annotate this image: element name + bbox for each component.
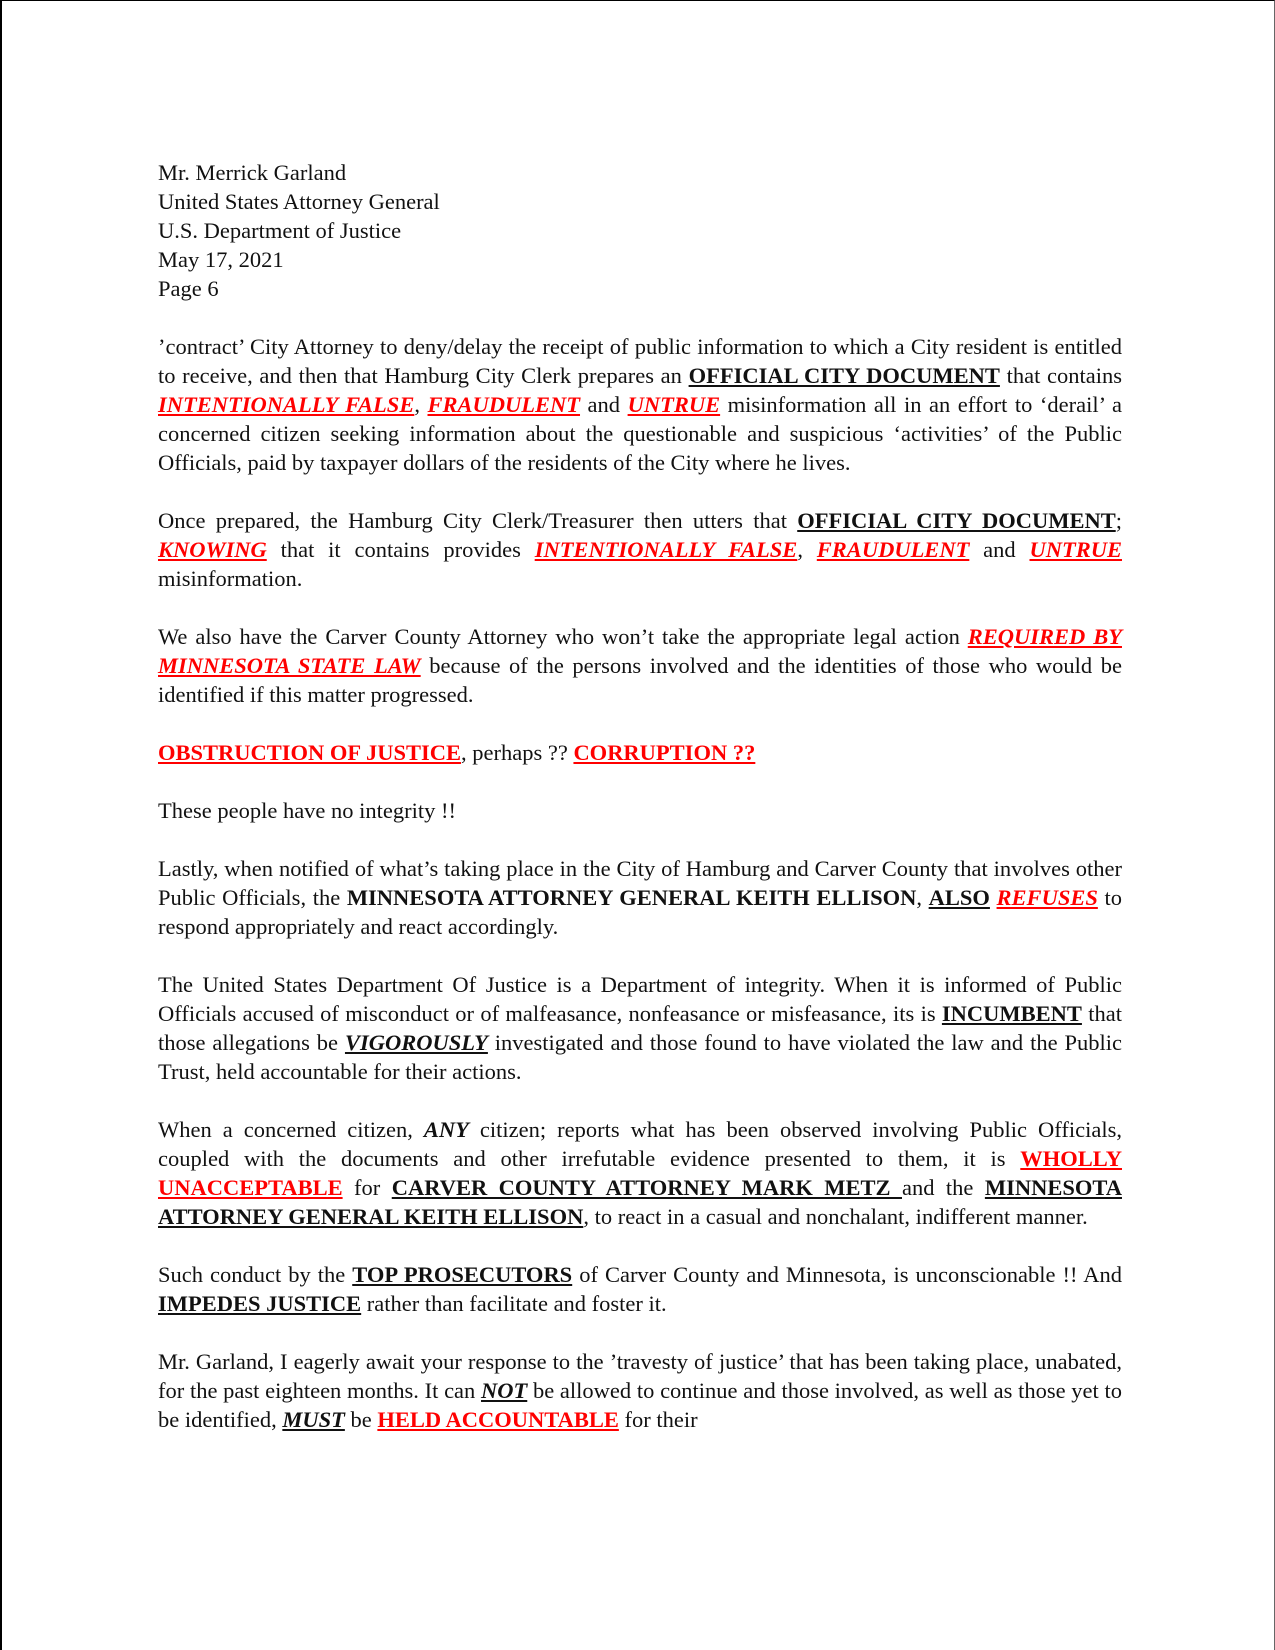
paragraph-text: be: [344, 1407, 378, 1432]
paragraph-text: that contains: [999, 363, 1122, 388]
letter-header: [158, 158, 1122, 303]
emphasis-required-by-state-law: REQUIRED BY MINNESOTA STATE LAW: [158, 624, 1122, 678]
paragraph-text: The United States Department Of Justice is a Department of integrity. When it is informed of Public Officials accused of misconduct or of malfeasance, nonfeasance or misfeasance, its is: [158, 972, 1122, 1026]
paragraph-text: rather than facilitate and foster it.: [361, 1291, 667, 1316]
emphasis-obstruction-of-justice: OBSTRUCTION OF JUSTICE: [158, 740, 461, 765]
emphasis-intentionally-false: INTENTIONALLY FALSE: [534, 537, 798, 562]
page-number: Page 6: [158, 276, 219, 301]
emphasis-top-prosecutors: TOP PROSECUTORS: [352, 1262, 573, 1287]
paragraph-text: misinformation all in an effort to ‘derail’ a concerned citizen seeking information about the questionable and suspicious ‘activities’ of the Public Officials, paid by taxpayer dollars of the residents of the City where he lives.: [158, 392, 1122, 475]
paragraph-text: investigated and those found to have violated the law and the Public Trust, held accountable for their actions.: [158, 1030, 1122, 1084]
emphasis-not: NOT: [481, 1378, 528, 1403]
paragraph-text: for their: [618, 1407, 698, 1432]
letter-body: [158, 158, 1122, 1463]
emphasis-refuses: REFUSES: [996, 885, 1098, 910]
emphasis-minnesota-attorney-general: MINNESOTA ATTORNEY GENERAL KEITH ELLISON: [158, 1175, 1122, 1229]
paragraph-2: [158, 506, 1122, 593]
paragraph-10: [158, 1347, 1122, 1434]
paragraph-text: be allowed to continue and those involved, as well as those yet to be identified,: [158, 1378, 1122, 1432]
paragraph-text: We also have the Carver County Attorney who won’t take the appropriate legal action: [158, 624, 968, 649]
paragraph-text: [990, 885, 997, 910]
emphasis-corruption: CORRUPTION ??: [573, 740, 756, 765]
emphasis-impedes-justice: IMPEDES JUSTICE: [158, 1291, 362, 1316]
paragraph-text: ,: [414, 392, 428, 417]
emphasis-untrue: UNTRUE: [627, 392, 721, 417]
paragraph-4: [158, 738, 1122, 767]
paragraph-5: [158, 796, 1122, 825]
paragraph-text: for: [342, 1175, 392, 1200]
paragraph-text: because of the persons involved and the identities of those who would be identified if this matter progressed.: [158, 653, 1122, 707]
paragraph-text: misinformation.: [158, 566, 303, 591]
paragraph-text: that those allegations be: [158, 1001, 1122, 1055]
paragraph-9: [158, 1260, 1122, 1318]
emphasis-vigorously: VIGOROUSLY: [344, 1030, 488, 1055]
emphasis-untrue: UNTRUE: [1029, 537, 1122, 562]
emphasis-carver-county-attorney: CARVER COUNTY ATTORNEY MARK METZ: [391, 1175, 902, 1200]
paragraph-text: ;: [1115, 508, 1122, 533]
emphasis-intentionally-false: INTENTIONALLY FALSE: [158, 392, 415, 417]
paragraph-text: citizen; reports what has been observed involving Public Officials, coupled with the documents and other irrefutable evidence presented to them, it is: [158, 1117, 1122, 1171]
paragraph-text: Such conduct by the: [158, 1262, 353, 1287]
paragraph-text: ,: [797, 537, 817, 562]
paragraph-text: When a concerned citizen,: [158, 1117, 424, 1142]
paragraph-text: , perhaps ??: [460, 740, 574, 765]
paragraph-text: that it contains provides: [266, 537, 535, 562]
paragraph-text: of Carver County and Minnesota, is unconscionable !! And: [572, 1262, 1122, 1287]
recipient-name: Mr. Merrick Garland: [158, 160, 347, 185]
paragraph-text: and: [969, 537, 1030, 562]
emphasis-official-city-document: OFFICIAL CITY DOCUMENT: [797, 508, 1116, 533]
paragraph-6: [158, 854, 1122, 941]
emphasis-minnesota-attorney-general: MINNESOTA ATTORNEY GENERAL KEITH ELLISON: [346, 885, 917, 910]
emphasis-knowing: KNOWING: [158, 537, 267, 562]
emphasis-any: ANY: [423, 1117, 469, 1142]
emphasis-held-accountable: HELD ACCOUNTABLE: [377, 1407, 619, 1432]
paragraph-3: [158, 622, 1122, 709]
emphasis-incumbent: INCUMBENT: [941, 1001, 1082, 1026]
emphasis-fraudulent: FRAUDULENT: [816, 537, 970, 562]
emphasis-fraudulent: FRAUDULENT: [427, 392, 581, 417]
paragraph-1: [158, 332, 1122, 477]
paragraph-text: to respond appropriately and react accordingly.: [158, 885, 1122, 939]
paragraph-text: Lastly, when notified of what’s taking place in the City of Hamburg and Carver County that involves other Public Officials, the: [158, 856, 1122, 910]
emphasis-wholly-unacceptable: WHOLLY UNACCEPTABLE: [158, 1146, 1122, 1200]
paragraph-text: Mr. Garland, I eagerly await your response to the ’travesty of justice’ that has been taking place, unabated, for the past eighteen months. It can: [158, 1349, 1122, 1403]
paragraph-text: Once prepared, the Hamburg City Clerk/Treasurer then utters that: [158, 508, 798, 533]
paragraph-text: , to react in a casual and nonchalant, indifferent manner.: [583, 1204, 1088, 1229]
paragraph-text: and: [580, 392, 628, 417]
paragraph-text: These people have no integrity !!: [158, 798, 457, 823]
emphasis-must: MUST: [282, 1407, 345, 1432]
letter-date: May 17, 2021: [158, 247, 284, 272]
emphasis-official-city-document: OFFICIAL CITY DOCUMENT: [688, 363, 1000, 388]
recipient-department: U.S. Department of Justice: [158, 218, 402, 243]
paragraph-text: ,: [916, 885, 929, 910]
paragraph-8: [158, 1115, 1122, 1231]
paragraph-text: and the: [902, 1175, 985, 1200]
recipient-title: United States Attorney General: [158, 189, 440, 214]
emphasis-also: ALSO: [928, 885, 990, 910]
paragraph-7: [158, 970, 1122, 1086]
paragraph-text: ’contract’ City Attorney to deny/delay the receipt of public information to which a City resident is entitled to receive, and then that Hamburg City Clerk prepares an: [158, 334, 1122, 388]
